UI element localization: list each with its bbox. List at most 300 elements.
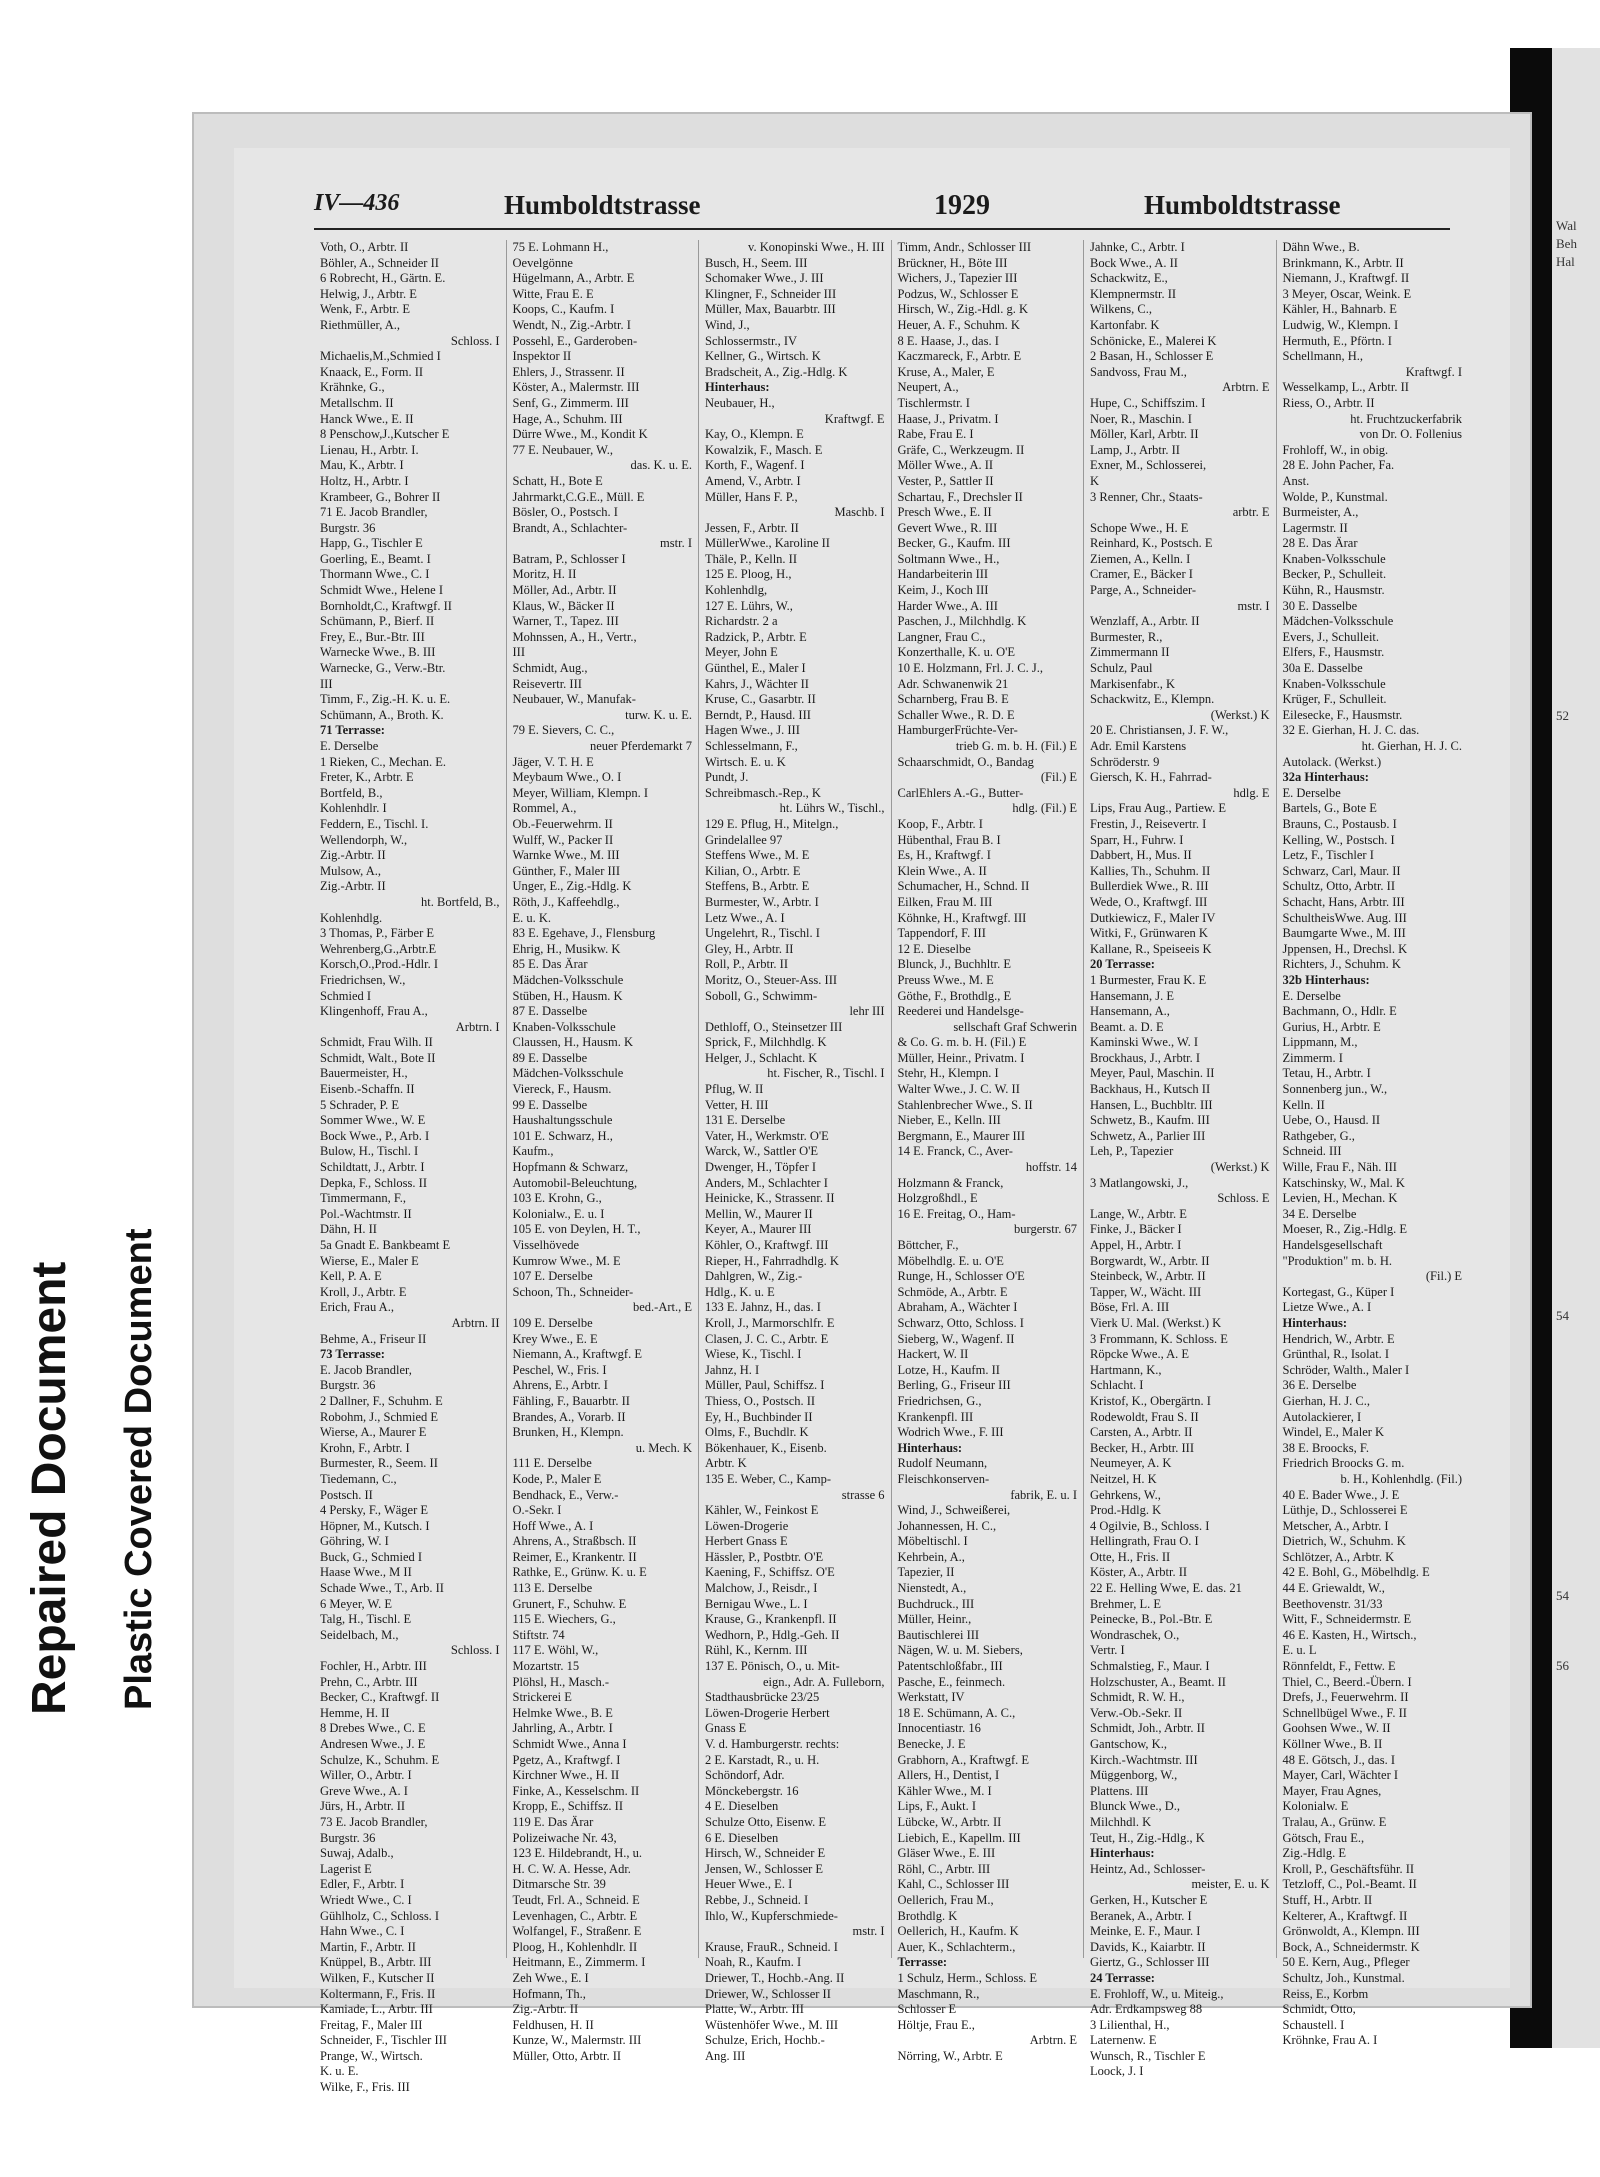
directory-entry: Stuff, H., Arbtr. II	[1282, 1892, 1373, 1907]
directory-entry: Tiedemann, C.,	[320, 1471, 397, 1486]
directory-entry: von Dr. O. Follenius	[1359, 427, 1462, 442]
directory-entry: Köllner Wwe., B. II	[1282, 1737, 1383, 1751]
directory-entry: Harder Wwe., A. III	[897, 598, 998, 613]
directory-entry: 73 E. Jacob Brandler,	[320, 1814, 428, 1829]
directory-entry: Holzmann & Franck,	[897, 1175, 1004, 1190]
directory-entry: Möller, Karl, Arbtr. II	[1090, 427, 1199, 442]
directory-entry: Clasen, J. C. C., Arbtr. E	[705, 1331, 829, 1346]
directory-entry: Kelterer, A., Kraftwgf. II	[1282, 1908, 1408, 1923]
directory-entry: Brothdlg. K	[897, 1908, 958, 1923]
directory-entry: Warck, W., Sattler O'E	[705, 1144, 819, 1159]
directory-entry: Scharnberg, Frau B. E	[897, 692, 1009, 707]
directory-entry: Tetzloff, C., Pol.-Beamt. II	[1282, 1877, 1417, 1892]
directory-entry: Handelsgesellschaft	[1282, 1238, 1383, 1252]
directory-entry: Neumeyer, A. K	[1090, 1456, 1172, 1471]
directory-entry: Mönckebergstr. 16	[705, 1783, 799, 1798]
directory-entry: Rebbe, J., Schneid. I	[705, 1892, 809, 1907]
directory-entry: Schmidt, Otto,	[1282, 2002, 1356, 2017]
directory-entry: Schwarz, Carl, Maur. II	[1282, 863, 1401, 878]
directory-entry: Schröder, Walth., Maler I	[1282, 1362, 1410, 1377]
directory-entry: 111 E. Derselbe	[512, 1456, 592, 1471]
directory-entry: Schmidt, Walt., Bote II	[320, 1050, 436, 1065]
directory-entry: Wehrenberg,G.,Arbtr.E	[320, 941, 437, 956]
directory-entry: Lips, Frau Aug., Partiew. E	[1090, 801, 1226, 816]
directory-entry: 5 Schrader, P. E	[320, 1097, 399, 1112]
directory-entry: Schneider, F., Tischler III	[320, 2033, 447, 2048]
directory-entry: Koop, F., Arbtr. I	[897, 816, 983, 831]
adjacent-page-fragment: 54	[1556, 1308, 1569, 1323]
directory-entry: Klaus, W., Bäcker II	[512, 598, 615, 613]
directory-entry: Tapper, W., Wächt. III	[1090, 1284, 1202, 1299]
directory-entry: 85 E. Das Ärar	[512, 957, 588, 972]
directory-entry: Höltje, Frau E.,	[897, 2017, 975, 2032]
directory-entry: Schulze, Erich, Hochb.-	[705, 2033, 825, 2048]
directory-entry: 42 E. Bohl, G., Möbelhdlg. E	[1282, 1565, 1430, 1580]
directory-entry: Burmeister, A.,	[1282, 505, 1359, 520]
directory-entry: 28 E. Das Ärar	[1282, 536, 1358, 551]
directory-entry: Wulff, W., Packer II	[512, 832, 614, 847]
directory-entry: Müller, Paul, Schiffsz. I	[705, 1378, 825, 1393]
directory-entry: Wierse, A., Maurer E	[320, 1425, 427, 1440]
directory-entry: & Co. G. m. b. H. (Fil.) E	[897, 1035, 1027, 1050]
directory-entry: Liebich, E., Kapellm. III	[897, 1830, 1021, 1845]
directory-entry: Eilesecke, F., Hausmstr.	[1282, 707, 1403, 722]
directory-entry: Hansemann, A.,	[1090, 1004, 1170, 1019]
directory-entry: v. Konopinski Wwe., H. III	[748, 240, 885, 254]
directory-entry: Röpcke Wwe., A. E	[1090, 1347, 1190, 1362]
directory-entry: Zig.-Arbtr. II	[320, 879, 386, 894]
directory-entry: 3 Lilienthal, H.,	[1090, 2017, 1170, 2032]
directory-entry: Markisenfabr., K	[1090, 676, 1176, 691]
directory-entry: Becker, H., Arbtr. III	[1090, 1440, 1194, 1455]
directory-entry: Dahlgren, W., Zig.-	[705, 1269, 803, 1284]
directory-entry: Finke, A., Kesselschm. II	[512, 1783, 640, 1798]
directory-entry: E. u. K.	[512, 910, 552, 925]
directory-entry: bed.-Art., E	[632, 1300, 692, 1315]
directory-entry: E. Derselbe	[320, 739, 379, 753]
directory-entry: Maschmann, R.,	[897, 1986, 980, 2001]
directory-entry: Teut, H., Zig.-Hdlg., K	[1090, 1830, 1205, 1845]
directory-entry: Helger, J., Schlacht. K	[705, 1050, 818, 1065]
directory-entry: Gnass E	[705, 1721, 747, 1736]
directory-entry: Gühlholz, C., Schloss. I	[320, 1908, 440, 1923]
directory-entry: Goerling, E., Beamt. I	[320, 551, 431, 566]
directory-entry: Jürs, H., Arbtr. II	[320, 1799, 406, 1814]
directory-entry: Giertz, G., Schlosser III	[1090, 1955, 1210, 1970]
directory-entry: Tischlermstr. I	[897, 395, 970, 410]
directory-entry: Schlesselmann, F.,	[705, 739, 798, 753]
directory-entry: Koops, C., Kaufm. I	[512, 302, 615, 317]
directory-entry: Vater, H., Werkmstr. O'E	[705, 1128, 829, 1143]
directory-entry: Lippmann, M.,	[1282, 1035, 1358, 1050]
directory-entry: Kamiade, L., Arbtr. III	[320, 2002, 433, 2017]
directory-entry: neuer Pferdemarkt 7	[589, 739, 692, 753]
directory-entry: Elfers, F., Hausmstr.	[1282, 645, 1385, 660]
directory-entry: Brehmer, L. E	[1090, 1596, 1162, 1611]
directory-entry: Berndt, P., Hausd. III	[705, 707, 811, 722]
directory-entry: Dwenger, H., Töpfer I	[705, 1160, 817, 1175]
directory-entry: Greve Wwe., A. I	[320, 1783, 408, 1798]
directory-entry: Tralau, A., Grünw. E	[1282, 1814, 1387, 1829]
directory-entry: Noah, R., Kaufm. I	[705, 1955, 802, 1970]
page-body	[234, 148, 1510, 2095]
directory-entry: Kröhnke, Frau A. I	[1282, 2033, 1378, 2048]
directory-entry: Schackwitz, E.,	[1090, 271, 1168, 286]
directory-entry: 119 E. Das Ärar	[512, 1814, 594, 1829]
directory-entry: Ahrens, A., Straßbsch. II	[512, 1534, 637, 1549]
directory-entry: Hinterhaus:	[1090, 1846, 1155, 1861]
directory-entry: Bernigau Wwe., L. I	[705, 1596, 808, 1611]
directory-entry: Schlacht. I	[1090, 1378, 1144, 1393]
directory-entry: Rudolf Neumann,	[897, 1456, 988, 1471]
directory-entry: Möbelhdlg. E. u. O'E	[897, 1253, 1004, 1268]
directory-entry: 5a Gnadt E. Bankbeamt E	[320, 1238, 451, 1252]
directory-entry: Rühl, K., Kernm. III	[705, 1643, 808, 1658]
directory-entry: Schulze Otto, Eisenw. E	[705, 1814, 827, 1829]
directory-entry: Fleischkonserven-	[897, 1471, 990, 1486]
directory-entry: Krüger, F., Schulleit.	[1282, 692, 1387, 707]
directory-entry: Amend, V., Arbtr. I	[705, 473, 801, 488]
directory-entry: Verw.-Ob.-Sekr. II	[1090, 1705, 1183, 1720]
directory-entry: Wilkens, C.,	[1090, 302, 1152, 317]
directory-entry: Neubauer, H.,	[705, 395, 775, 410]
directory-entry: Krambeer, G., Bohrer II	[320, 489, 441, 504]
directory-entry: Knüppel, B., Arbtr. III	[320, 1955, 432, 1970]
directory-entry: 113 E. Derselbe	[512, 1581, 593, 1596]
street-title-left: Humboldtstrasse	[504, 190, 701, 220]
directory-entry: Gantschow, K.,	[1090, 1737, 1167, 1751]
directory-entry: Jppensen, H., Drechsl. K	[1282, 941, 1408, 956]
directory-entry: 73 Terrasse:	[320, 1347, 385, 1362]
directory-entry: Adr. Schwanenwik 21	[897, 676, 1009, 691]
directory-entry: Kahl, C., Schlosser III	[897, 1877, 1010, 1892]
directory-entry: Keim, J., Koch III	[897, 583, 989, 598]
directory-entry: Dürre Wwe., M., Kondit K	[512, 427, 648, 442]
directory-entry: Kolonialw. E	[1282, 1799, 1349, 1814]
directory-entry: Vierk U. Mal. (Werkst.) K	[1090, 1315, 1222, 1330]
directory-entry: (Werkst.) K	[1210, 707, 1270, 722]
directory-entry: Müller, Heinr., Privatm. I	[897, 1050, 1025, 1065]
directory-entry: Oevelgönne	[512, 255, 573, 270]
directory-entry: 1 Rieken, C., Mechan. E.	[320, 754, 447, 769]
directory-entry: Wenk, F., Arbtr. E	[320, 302, 411, 317]
directory-entry: 18 E. Schümann, A. C.,	[897, 1705, 1016, 1720]
directory-entry: Autolack. (Werkst.)	[1282, 754, 1382, 769]
directory-entry: Korsch,O.,Prod.-Hdlr. I	[320, 957, 439, 972]
directory-entry: Schloss. I	[450, 1643, 500, 1658]
directory-entry: Hermuth, E., Pförtn. I	[1282, 333, 1392, 348]
directory-entry: Möller Wwe., A. II	[897, 458, 994, 473]
directory-entry: Noer, R., Maschin. I	[1090, 411, 1192, 426]
directory-entry: Witte, Frau E. E	[512, 286, 594, 301]
directory-entry: 32 E. Gierhan, H. J. C. das.	[1282, 723, 1420, 738]
directory-entry: Kropp, E., Schiffsz. II	[512, 1799, 624, 1814]
directory-entry: mstr. I	[660, 536, 692, 551]
directory-entry: Neitzel, H. K	[1090, 1471, 1157, 1486]
directory-entry: Bradscheit, A., Zig.-Hdlg. K	[705, 364, 848, 379]
directory-entry: Wüstenhöfer Wwe., M. III	[705, 2017, 839, 2032]
directory-entry: 87 E. Dasselbe	[512, 1004, 588, 1019]
directory-entry: Rathke, E., Grünw. K. u. E	[512, 1565, 647, 1580]
directory-entry: Pasche, E., feinmech.	[897, 1674, 1006, 1689]
directory-entry: Göhring, W. I	[320, 1534, 389, 1549]
directory-entry: Göthe, F., Brothdlg., E	[897, 988, 1012, 1003]
directory-entry: Bock, A., Schneidermstr. K	[1282, 1939, 1420, 1954]
directory-entry: Müller, Heinr.,	[897, 1612, 972, 1627]
directory-entry: Schaarschmidt, O., Bandag	[897, 754, 1034, 769]
directory-entry: Becker, P., Schulleit.	[1282, 567, 1387, 582]
directory-entry: Driewer, T., Hochb.-Ang. II	[705, 1970, 845, 1985]
directory-entry: Blunck Wwe., D.,	[1090, 1799, 1181, 1814]
directory-entry: Driewer, W., Schlosser II	[705, 1986, 831, 2001]
directory-entry: Schwetz, B., Kaufm. III	[1090, 1113, 1210, 1128]
directory-entry: "Produktion" m. b. H.	[1282, 1253, 1393, 1268]
directory-entry: Hirsch, W., Zig.-Hdl. g. K	[897, 302, 1029, 317]
directory-entry: Metscher, A., Arbtr. I	[1282, 1518, 1389, 1533]
directory-entry: 129 E. Pflug, H., Mitelgn.,	[705, 816, 839, 831]
directory-entry: Grindelallee 97	[705, 832, 783, 847]
adjacent-page-fragment: 54	[1556, 1588, 1569, 1603]
directory-entry: 123 E. Hildebrandt, H., u.	[512, 1846, 642, 1861]
directory-entry: Erich, Frau A.,	[320, 1300, 394, 1315]
directory-entry: Davids, K., Kaiarbtr. II	[1090, 1939, 1206, 1954]
directory-entry: Ihlo, W., Kupferschmiede-	[705, 1908, 838, 1923]
directory-entry: ht. Gierhan, H. J. C.	[1361, 739, 1462, 753]
directory-entry: Schomaker Wwe., J. III	[705, 271, 824, 286]
directory-entry: Moritz, H. II	[512, 567, 577, 582]
directory-entry: 30 E. Dasselbe	[1282, 598, 1358, 613]
directory-entry: Wolde, P., Kunstmal.	[1282, 489, 1388, 504]
directory-entry: Kortegast, G., Küper I	[1282, 1284, 1395, 1299]
directory-entry: Tetau, H., Arbtr. I	[1282, 1066, 1371, 1081]
page-number: IV—436	[314, 190, 400, 216]
directory-entry: Schümann, P., Bierf. II	[320, 614, 435, 629]
directory-entry: Wriedt Wwe., C. I	[320, 1892, 412, 1907]
directory-entry: Johannessen, H. C.,	[897, 1518, 997, 1533]
directory-entry: Milchhdl. K	[1090, 1814, 1152, 1829]
directory-entry: Klingenhoff, Frau A.,	[320, 1004, 428, 1019]
directory-entry: Anders, M., Schlachter I	[705, 1175, 828, 1190]
directory-entry: Grünthal, R., Isolat. I	[1282, 1347, 1390, 1362]
directory-entry: Schwetz, A., Parlier III	[1090, 1128, 1206, 1143]
directory-entry: Rabe, Frau E. I	[897, 427, 974, 442]
directory-entry: 38 E. Broocks, F.	[1282, 1440, 1369, 1455]
directory-entry: Kellner, G., Wirtsch. K	[705, 349, 821, 364]
directory-entry: Becker, G., Kaufm. III	[897, 536, 1011, 551]
directory-entry: Vertr. I	[1090, 1643, 1125, 1658]
directory-entry: 20 Terrasse:	[1090, 957, 1155, 972]
directory-year: 1929	[934, 190, 990, 221]
directory-entry: Wendt, N., Zig.-Arbtr. I	[512, 317, 631, 332]
directory-entry: Krankenpfl. III	[897, 1409, 974, 1424]
directory-entry: 4 Ogilvie, B., Schloss. I	[1090, 1518, 1210, 1533]
directory-entry: Schultz, Otto, Arbtr. II	[1282, 879, 1395, 894]
directory-entry: Buchdruck., III	[897, 1596, 975, 1611]
directory-entry: Evers, J., Schulleit.	[1282, 629, 1380, 644]
directory-entry: Batram, P., Schlosser I	[512, 551, 626, 566]
directory-entry: 105 E. von Deylen, H. T.,	[512, 1222, 641, 1237]
directory-entry: Wille, Frau F., Näh. III	[1282, 1160, 1397, 1175]
directory-entry: Röth, J., Kaffeehdlg.,	[512, 894, 620, 909]
directory-entry: 6 Meyer, W. E	[320, 1596, 393, 1611]
directory-entry: arbtr. E	[1232, 505, 1270, 520]
directory-entry: Götsch, Frau E.,	[1282, 1830, 1365, 1845]
directory-entry: 8 Penschow,J.,Kutscher E	[320, 427, 450, 442]
directory-entry: Autolackierer, I	[1282, 1409, 1362, 1424]
directory-entry: Automobil-Beleuchtung,	[512, 1175, 638, 1190]
directory-entry: Robohm, J., Schmied E	[320, 1409, 439, 1424]
directory-entry: 48 E. Götsch, J., das. I	[1282, 1752, 1395, 1767]
directory-entry: Niemann, A., Kraftwgf. E	[512, 1347, 642, 1362]
directory-entry: Zeh Wwe., E. I	[512, 1970, 589, 1985]
directory-entry: Kirchner Wwe., H. II	[512, 1768, 620, 1783]
directory-entry: Kroll, J., Marmorschlfr. E	[705, 1315, 835, 1330]
directory-entry: Schoon, Th., Schneider-	[512, 1284, 634, 1299]
directory-entry: meister, E. u. K	[1191, 1877, 1270, 1892]
directory-entry: Knaben-Volksschule	[1282, 551, 1386, 566]
directory-entry: Arbtrn. E	[1029, 2033, 1077, 2048]
directory-entry: Moritz, O., Steuer-Ass. III	[705, 972, 838, 987]
directory-entry: 10 E. Holzmann, Frl. J. C. J.,	[897, 661, 1043, 676]
directory-entry: Freitag, F., Maler III	[320, 2017, 423, 2032]
directory-entry: Fähling, F., Bauarbtr. II	[512, 1393, 630, 1408]
directory-entry: Loock, J. I	[1090, 2064, 1144, 2079]
directory-entry: (Fil.) E	[1040, 770, 1077, 785]
directory-entry: Schacht, Hans, Arbtr. III	[1282, 894, 1405, 909]
directory-entry: Handarbeiterin III	[897, 567, 989, 582]
directory-entry: 3 Thomas, P., Färber E	[320, 926, 434, 941]
directory-entry: Burmester, R.,	[1090, 629, 1163, 644]
directory-entry: Bökenhauer, K., Eisenb.	[705, 1440, 827, 1455]
directory-entry: Patentschloßfabr., III	[897, 1659, 1003, 1674]
directory-entry: Schlosser E	[897, 2002, 957, 2017]
directory-entry: Warnecke, G., Verw.-Btr.	[320, 661, 446, 676]
directory-entry: Burmester, W., Arbtr. I	[705, 894, 819, 909]
directory-entry: Buck, G., Schmied I	[320, 1549, 423, 1564]
directory-entry: Fochler, H., Arbtr. III	[320, 1659, 427, 1674]
directory-entry: Inspektor II	[512, 349, 572, 364]
directory-entry: Mohnssen, A., H., Vertr.,	[512, 629, 637, 644]
directory-entry: E. Derselbe	[1282, 785, 1341, 800]
directory-entry: Schellmann, H.,	[1282, 349, 1364, 364]
directory-entry: Steinbeck, W., Arbtr. II	[1090, 1269, 1206, 1284]
directory-entry: Helmke Wwe., B. E	[512, 1705, 613, 1720]
directory-entry: Adr. Erdkampsweg 88	[1090, 2002, 1203, 2017]
directory-entry: Mozartstr. 15	[512, 1659, 580, 1674]
directory-entry: Haase Wwe., M II	[320, 1565, 412, 1580]
directory-entry: 117 E. Wöhl, W.,	[512, 1643, 599, 1658]
directory-entry: Keyer, A., Maurer III	[705, 1222, 812, 1237]
directory-column-3	[698, 240, 891, 2063]
directory-entry: Suwaj, Adalb.,	[320, 1846, 394, 1861]
directory-entry: Lübcke, W., Arbtr. II	[897, 1814, 1002, 1829]
street-title-right: Humboldtstrasse	[1144, 190, 1341, 220]
directory-entry: 2 Dallner, F., Schuhm. E	[320, 1393, 443, 1408]
directory-entry: Warner, T., Tapez. III	[512, 614, 619, 629]
directory-entry: Edler, F., Arbtr. I	[320, 1877, 405, 1892]
directory-entry: O.-Sekr. I	[512, 1503, 562, 1518]
directory-entry: Kohlenhdlr. I	[320, 801, 387, 816]
directory-entry: Letz Wwe., A. I	[705, 910, 785, 925]
directory-entry: ht. Lührs W., Tischl.,	[779, 801, 885, 816]
directory-entry: Pflug, W. II	[705, 1082, 764, 1097]
directory-column-1	[314, 240, 506, 2095]
directory-entry: 40 E. Bader Wwe., J. E	[1282, 1487, 1400, 1502]
directory-entry: SchultheisWwe. Aug. III	[1282, 910, 1407, 925]
directory-entry: Müggenborg, W.,	[1090, 1768, 1178, 1783]
directory-entry: Wind, J., Schweißerei,	[897, 1503, 1011, 1518]
directory-entry: Heitmann, E., Zimmerm. I	[512, 1955, 646, 1970]
directory-entry: Koltermann, F., Fris. II	[320, 1986, 436, 2001]
directory-entry: Kunze, W., Malermstr. III	[512, 2033, 642, 2048]
directory-entry: Appel, H., Arbtr. I	[1090, 1238, 1182, 1252]
directory-entry: Röhl, C., Arbtr. III	[897, 1861, 991, 1876]
directory-entry: Benecke, J. E	[897, 1737, 966, 1751]
directory-entry: Polizeiwache Nr. 43,	[512, 1830, 617, 1845]
directory-entry: Rönnfeldt, F., Fettw. E	[1282, 1659, 1396, 1674]
directory-entry: Timm, F., Zig.-H. K. u. E.	[320, 692, 451, 707]
directory-entry: Allers, H., Dentist, I	[897, 1768, 1000, 1783]
directory-entry: Letz, F., Tischler I	[1282, 848, 1374, 863]
directory-entry: 8 Drebes Wwe., C. E	[320, 1721, 426, 1736]
directory-entry: Brückner, H., Böte III	[897, 255, 1008, 270]
directory-entry: Cramer, E., Bäcker I	[1090, 567, 1193, 582]
directory-entry: fabrik, E. u. I	[1010, 1487, 1077, 1502]
directory-entry: 30a E. Dasselbe	[1282, 661, 1363, 676]
directory-entry: Feddern, E., Tischl. I.	[320, 816, 429, 831]
directory-entry: Radzick, P., Arbtr. E	[705, 629, 807, 644]
directory-entry: Schmöde, A., Arbtr. E	[897, 1284, 1008, 1299]
directory-entry: 71 Terrasse:	[320, 723, 385, 738]
directory-entry: Lange, W., Arbtr. E	[1090, 1206, 1187, 1221]
directory-entry: Bergmann, E., Maurer III	[897, 1128, 1026, 1143]
directory-entry: K	[1090, 473, 1100, 488]
directory-entry: Finke, J., Bäcker I	[1090, 1222, 1182, 1237]
directory-entry: Laternenw. E	[1090, 2033, 1157, 2048]
directory-entry: Olms, F., Buchdlr. K	[705, 1425, 809, 1440]
directory-entry: Wilke, F., Fris. III	[320, 2080, 410, 2095]
directory-entry: Talg, H., Tischl. E	[320, 1612, 412, 1627]
directory-entry: Kaufm.,	[512, 1144, 554, 1159]
directory-entry: Reimer, E., Krankentr. II	[512, 1549, 637, 1564]
directory-entry: Wodrich Wwe., F. III	[897, 1425, 1004, 1440]
directory-entry: Blunck, J., Buchhltr. E	[897, 957, 1012, 972]
directory-entry: Stadthausbrücke 23/25	[705, 1690, 820, 1705]
directory-entry: Otte, H., Fris. II	[1090, 1549, 1171, 1564]
adjacent-page-fragment: Hal	[1556, 254, 1575, 269]
directory-entry: burgerstr. 67	[1014, 1222, 1077, 1237]
directory-entry: 133 E. Jahnz, H., das. I	[705, 1300, 821, 1315]
directory-entry: Bachmann, O., Hdlr. E	[1282, 1004, 1397, 1019]
directory-entry: Bösler, O., Postsch. I	[512, 505, 618, 520]
directory-entry: Haushaltungsschule	[512, 1113, 613, 1128]
directory-entry: Ungelehrt, R., Tischl. I	[705, 926, 820, 941]
directory-entry: Möbeltischl. I	[897, 1534, 968, 1549]
directory-entry: Senf, G., Zimmerm. III	[512, 395, 629, 410]
directory-entry: Hinterhaus:	[705, 380, 770, 395]
directory-entry: Kahrs, J., Wächter II	[705, 676, 809, 691]
directory-entry: Heintz, Ad., Schlosser-	[1090, 1861, 1206, 1876]
directory-entry: 77 E. Neubauer, W.,	[512, 442, 614, 457]
directory-entry: Kristof, K., Obergärtn. I	[1090, 1393, 1211, 1408]
directory-entry: Pundt, J.	[705, 770, 749, 785]
directory-entry: Kraftwgf. E	[824, 411, 885, 426]
directory-entry: Bendhack, E., Verw.-	[512, 1487, 619, 1502]
directory-entry: Borgwardt, W., Arbtr. II	[1090, 1253, 1210, 1268]
directory-entry: Möller, Ad., Arbtr. II	[512, 583, 617, 598]
directory-entry: Goohsen Wwe., W. II	[1282, 1721, 1391, 1736]
directory-entry: Ditmarsche Str. 39	[512, 1877, 606, 1892]
